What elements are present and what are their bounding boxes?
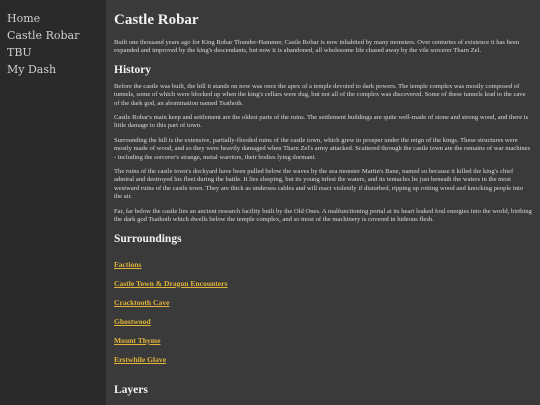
history-paragraph-2: Castle Robar's main keep and settlement are the oldest parts of the ruins. The settlement buildings are quite well-made of stone and strong wood, and there is little damage to this part of town. [114,114,529,130]
list-item [114,328,532,347]
surroundings-heading: Surroundings [114,232,182,245]
link-cracktooth-cave[interactable]: Cracktooth Cave [114,297,170,307]
list-item [114,271,532,290]
list-item [114,290,532,309]
intro-paragraph: Built one thousand years ago for King Robar Thunder-Hammer, Castle Robar is now inhabited by many monsters. Over centuries of existence it has been expanded and improved by the king's descendants, but now it is abandoned, all wholesome life chased away by the vile sorcerer Tharn Zel. [114,39,520,55]
history-paragraph-5: Far, far below the castle lies an ancient research facility built by the Old Ones. A malfunctioning portal at its heart leaked foul energies into the world, birthing the dark god Tsathoth which dwells below the temple complex, and so most of the machinery is covered in hideous flesh. [114,207,532,224]
surroundings-link-list [114,252,532,366]
list-item [114,252,532,271]
history-paragraph-1: Before the castle was built, the hill it stands on now was once the apex of a temple devoted to dark powers. The temple complex was mostly composed of tunnels, some of which were blocked up when the king's cellars were dug, but not all of the complex was discovered. Some of these tunnels lead to the cave of the dark god, an abomination named Tsathoth. [114,82,526,107]
link-factions[interactable]: Factions [114,259,142,269]
history-paragraph-4: The ruins of the castle town's dockyard have been pulled below the waves by the sea monster Martin's Bane, named so because it killed the king's chief admiral and destroyed his fleet during the battle. It lies sleeping, but its young infest the waters, and its tentacles lie just beneath the waters in the most westward ruins of the castle town. They are thick as undersea cables and will react violently if disturbed, ripping up rotting wood and knocking people into the air. [114,168,524,201]
layers-heading: Layers [114,383,148,396]
sidebar [0,0,106,405]
link-castle-town-dragon-encounters[interactable]: Castle Town & Dragon Encounters [114,278,228,288]
list-item [114,347,532,366]
list-item [114,309,532,328]
main-content [106,0,540,405]
sidebar-item-tbu[interactable]: TBU [7,46,32,59]
history-paragraph-3: Surrounding the hill is the extensive, partially-flooded ruins of the castle town, which grew to prosper under the reign of the kings. These structures were mostly made of wood, and so they were heavily damaged when Tharn Zel's army attacked. Scattered through the castle town are the remains of war machines - including the sorcerer's strange, metal warriors, their bodies lying dormant. [114,136,531,161]
link-mount-thyme[interactable]: Mount Thyme [114,335,161,345]
link-erstwhile-glave[interactable]: Erstwhile Glave [114,354,167,364]
history-heading: History [114,63,152,76]
sidebar-item-castle-robar[interactable]: Castle Robar [7,29,80,42]
sidebar-item-home[interactable]: Home [7,12,41,25]
page-title: Castle Robar [114,12,199,28]
sidebar-item-my-dash[interactable]: My Dash [7,63,57,76]
link-ghostwood[interactable]: Ghostwood [114,316,151,326]
